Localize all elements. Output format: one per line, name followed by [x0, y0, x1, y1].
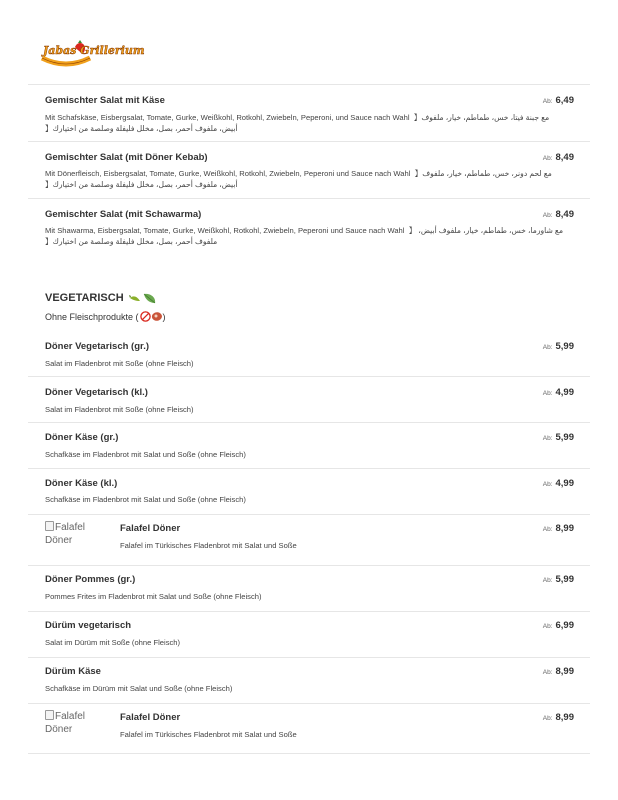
menu-item[interactable] — [28, 566, 590, 611]
leaf-icon — [143, 292, 157, 304]
item-desc-text: Mit Dönerfleisch, Eisbergsalat, Tomate, Gurke, Weißkohl, Rotkohl, Zwiebeln, Peperoni und Sauce nach Wahl — [45, 169, 411, 178]
price-prefix: Ab: — [542, 155, 553, 162]
section-title — [45, 292, 157, 304]
item-name: Döner Käse (kl.) — [45, 478, 118, 489]
item-desc-arabic-2: أبيض، ملفوف أحمر، بصل، مخلل فليفلة وصلصة من اختيارك【 — [45, 124, 238, 133]
price-value: 6,49 — [555, 95, 574, 106]
chili-pepper-icon — [128, 292, 142, 304]
price-prefix: Ab: — [542, 344, 553, 351]
item-name: Döner Vegetarisch (gr.) — [45, 341, 150, 352]
section-subtitle-close: ) — [162, 311, 166, 322]
menu-item[interactable] — [28, 612, 590, 657]
menu-item[interactable] — [28, 331, 590, 376]
menu-item[interactable] — [28, 199, 590, 255]
item-price — [543, 152, 574, 163]
section-subtitle-text: Ohne Fleischprodukte ( — [45, 311, 139, 322]
image-alt-text-2: Döner — [45, 535, 73, 546]
no-meat-icon — [140, 311, 151, 322]
item-name: Gemischter Salat (mit Schawarma) — [45, 209, 202, 220]
item-price — [543, 432, 574, 443]
logo-text-top: Jabas Grillerium — [43, 44, 145, 57]
item-desc-arabic: مع شاورما، خس، طماطم، خيار، ملفوف أبيض، 【 — [408, 226, 564, 235]
item-description: Pommes Frites im Fladenbrot mit Salat und Soße (ohne Fleisch) — [45, 592, 262, 601]
item-divider — [28, 753, 590, 754]
item-price — [543, 712, 574, 723]
item-desc-text: Mit Shawarma, Eisbergsalat, Tomate, Gurke, Weißkohl, Rotkohl, Zwiebeln, Peperoni und Sauce nach Wahl — [45, 226, 405, 235]
menu-item[interactable] — [28, 85, 590, 141]
item-description: Salat im Fladenbrot mit Soße (ohne Fleisch) — [45, 359, 194, 368]
item-description: Falafel im Türkisches Fladenbrot mit Salat und Soße — [120, 730, 297, 739]
section-title-text: VEGETARISCH — [45, 292, 124, 304]
price-prefix: Ab: — [542, 435, 553, 442]
price-prefix: Ab: — [542, 715, 553, 722]
item-price — [543, 478, 574, 489]
price-value: 8,49 — [555, 152, 574, 163]
item-description: Salat im Dürüm mit Soße (ohne Fleisch) — [45, 638, 181, 647]
price-prefix: Ab: — [542, 98, 553, 105]
item-name: Döner Vegetarisch (kl.) — [45, 387, 148, 398]
price-prefix: Ab: — [542, 390, 553, 397]
meat-icon — [151, 311, 163, 322]
item-name: Gemischter Salat mit Käse — [45, 95, 165, 106]
item-price — [543, 666, 574, 677]
item-name: Falafel Döner — [120, 712, 181, 723]
item-name: Gemischter Salat (mit Döner Kebab) — [45, 152, 208, 163]
item-desc-arabic-2: ملفوف أحمر، بصل، مخلل فليفلة وصلصة من اختيارك【 — [45, 237, 218, 246]
price-value: 8,99 — [555, 523, 574, 534]
price-value: 8,49 — [555, 209, 574, 220]
image-alt-text: Falafel — [55, 522, 86, 533]
item-description — [45, 225, 575, 247]
item-name: Falafel Döner — [120, 523, 181, 534]
item-price — [543, 523, 574, 534]
item-description: Falafel im Türkisches Fladenbrot mit Salat und Soße — [120, 541, 297, 550]
item-price — [543, 620, 574, 631]
item-desc-arabic-2: أبيض، ملفوف أحمر، بصل، مخلل فليفلة وصلصة من اختيارك【 — [45, 180, 238, 189]
menu-item[interactable] — [28, 515, 590, 565]
item-description: Schafkäse im Dürüm mit Salat und Soße (ohne Fleisch) — [45, 684, 233, 693]
item-price — [543, 341, 574, 352]
price-prefix: Ab: — [542, 481, 553, 488]
broken-image-icon — [45, 521, 54, 531]
header — [0, 0, 618, 84]
menu-item[interactable] — [28, 142, 590, 198]
item-image-broken — [45, 521, 105, 547]
image-alt-text: Falafel — [55, 711, 86, 722]
item-description: Schafkäse im Fladenbrot mit Salat und Soße (ohne Fleisch) — [45, 495, 246, 504]
item-price — [543, 574, 574, 585]
item-description — [45, 112, 575, 134]
item-name: Döner Käse (gr.) — [45, 432, 119, 443]
restaurant-logo[interactable] — [40, 40, 145, 70]
price-prefix: Ab: — [542, 623, 553, 630]
menu-item[interactable] — [28, 423, 590, 468]
item-name: Dürüm Käse — [45, 666, 101, 677]
item-name: Dürüm vegetarisch — [45, 620, 132, 631]
price-value: 4,99 — [555, 478, 574, 489]
price-prefix: Ab: — [542, 212, 553, 219]
price-value: 6,99 — [555, 620, 574, 631]
item-description: Schafkäse im Fladenbrot mit Salat und Soße (ohne Fleisch) — [45, 450, 246, 459]
item-image-broken — [45, 710, 105, 736]
item-desc-arabic: مع لحم دونر، خس، طماطم، خيار، ملفوف【 — [414, 169, 552, 178]
price-prefix: Ab: — [542, 669, 553, 676]
image-alt-text-2: Döner — [45, 724, 73, 735]
price-value: 8,99 — [555, 666, 574, 677]
price-value: 8,99 — [555, 712, 574, 723]
item-desc-text: Mit Schafskäse, Eisbergsalat, Tomate, Gurke, Weißkohl, Rotkohl, Zwiebeln, Peperoni, und Sauce nach Wahl — [45, 113, 410, 122]
item-description — [45, 168, 575, 190]
menu-item[interactable] — [28, 469, 590, 514]
price-prefix: Ab: — [542, 577, 553, 584]
menu-item[interactable] — [28, 377, 590, 422]
item-price — [543, 209, 574, 220]
menu-item[interactable] — [28, 704, 590, 753]
section-subtitle — [45, 311, 166, 322]
item-price — [543, 95, 574, 106]
menu-item[interactable] — [28, 658, 590, 703]
price-value: 5,99 — [555, 574, 574, 585]
price-prefix: Ab: — [542, 526, 553, 533]
price-value: 5,99 — [555, 341, 574, 352]
item-name: Döner Pommes (gr.) — [45, 574, 136, 585]
item-desc-arabic: مع جبنة فيتا، خس، طماطم، خيار، ملفوف【 — [413, 113, 550, 122]
price-value: 4,99 — [555, 387, 574, 398]
item-description: Salat im Fladenbrot mit Soße (ohne Fleisch) — [45, 405, 194, 414]
price-value: 5,99 — [555, 432, 574, 443]
item-price — [543, 387, 574, 398]
broken-image-icon — [45, 710, 54, 720]
